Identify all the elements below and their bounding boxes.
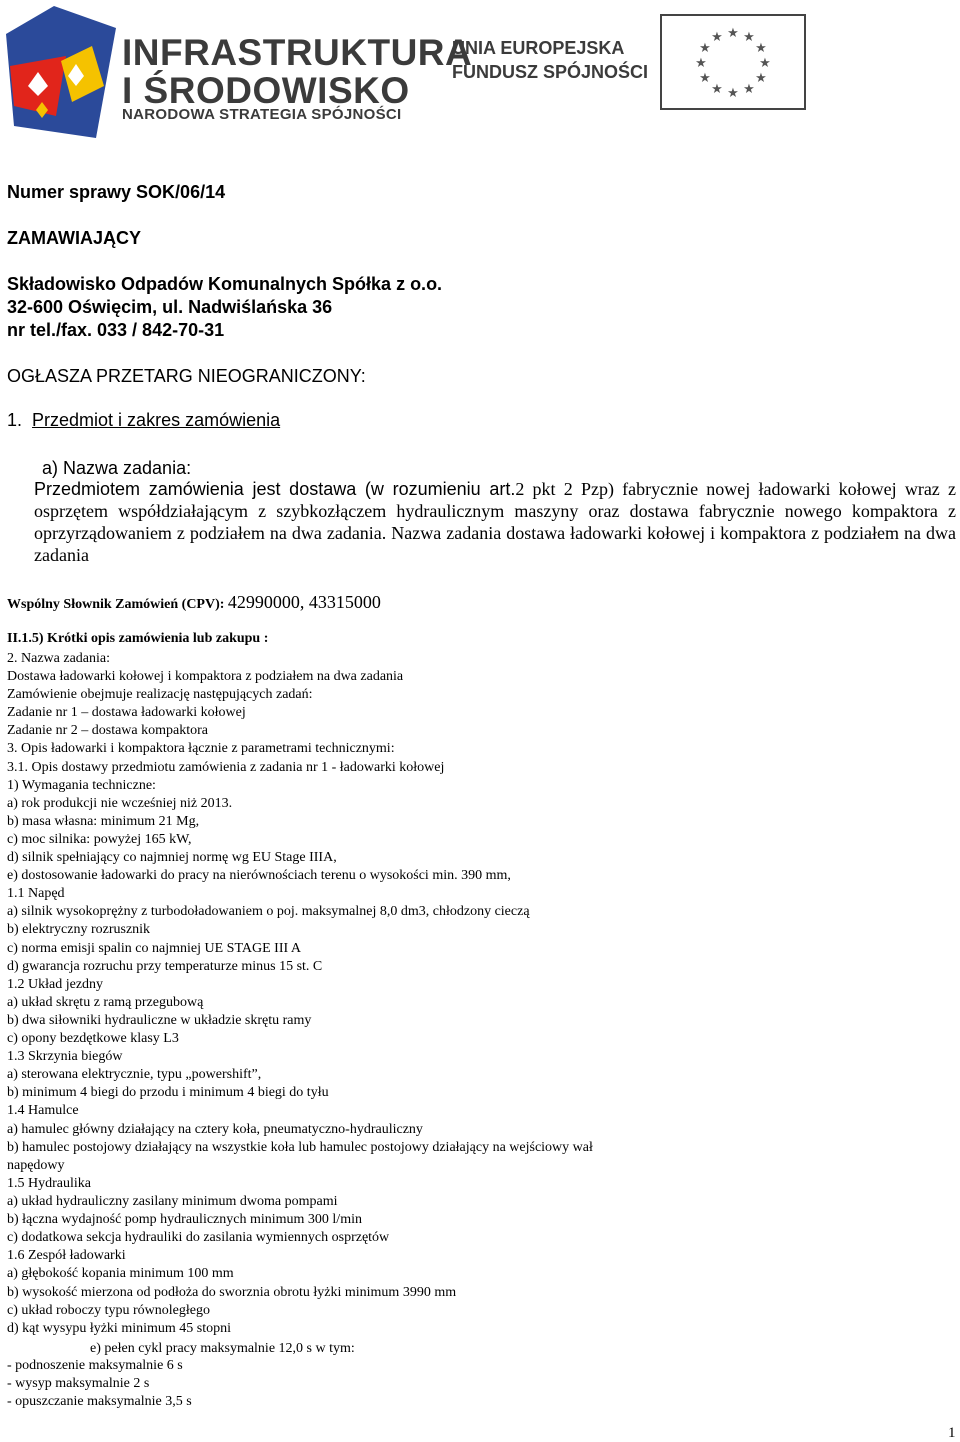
list-item: b) hamulec postojowy działający na wszystkie koła lub hamulec postojowy działający na wejściowy wał bbox=[7, 1140, 593, 1155]
infrastruktura-logo-icon bbox=[6, 6, 116, 138]
list-item: c) norma emisji spalin co najmniej UE STAGE III A bbox=[7, 941, 301, 956]
svg-text:★: ★ bbox=[695, 56, 707, 71]
list-item: Zadanie nr 1 – dostawa ładowarki kołowej bbox=[7, 705, 246, 720]
list-item: a) układ skrętu z ramą przegubową bbox=[7, 995, 204, 1010]
case-number: Numer sprawy SOK/06/14 bbox=[7, 182, 226, 202]
list-item: a) silnik wysokoprężny z turbodoładowaniem o poj. maksymalnej 8,0 dm3, chłodzony cieczą bbox=[7, 904, 530, 919]
list-item: 1.1 Napęd bbox=[7, 886, 65, 901]
list-item: c) opony bezdętkowe klasy L3 bbox=[7, 1031, 179, 1046]
list-item: c) układ roboczy typu równoległego bbox=[7, 1303, 210, 1318]
list-item: 1.2 Układ jezdny bbox=[7, 977, 104, 992]
contracting-phone: nr tel./fax. 033 / 842-70-31 bbox=[7, 320, 225, 340]
svg-text:★: ★ bbox=[759, 56, 771, 71]
eu-flag-icon bbox=[660, 14, 806, 110]
list-item: - opuszczanie maksymalnie 3,5 s bbox=[7, 1394, 192, 1409]
list-item: d) kąt wysypu łyżki minimum 45 stopni bbox=[7, 1321, 231, 1336]
list-item: - podnoszenie maksymalnie 6 s bbox=[7, 1358, 183, 1373]
svg-text:★: ★ bbox=[699, 41, 711, 56]
svg-text:★: ★ bbox=[755, 71, 767, 86]
announcement: OGŁASZA PRZETARG NIEOGRANICZONY: bbox=[7, 366, 366, 386]
cpv-line: Wspólny Słownik Zamówień (CPV): 42990000, 43315000 bbox=[7, 592, 381, 612]
svg-text:★: ★ bbox=[711, 82, 723, 97]
list-item: b) minimum 4 biegi do przodu i minimum 4 biegi do tyłu bbox=[7, 1085, 329, 1100]
list-item: a) rok produkcji nie wcześniej niż 2013. bbox=[7, 796, 233, 811]
section-1-heading: 1. Przedmiot i zakres zamówienia bbox=[7, 410, 281, 430]
list-item: 3.1. Opis dostawy przedmiotu zamówienia z zadania nr 1 - ładowarki kołowej bbox=[7, 760, 445, 775]
list-item: d) silnik spełniający co najmniej normę wg EU Stage IIIA, bbox=[7, 850, 337, 865]
contracting-name: Składowisko Odpadów Komunalnych Spółka z o.o. bbox=[7, 274, 443, 294]
page-number: 1 bbox=[948, 1425, 956, 1441]
list-item: a) układ hydrauliczny zasilany minimum dwoma pompami bbox=[7, 1194, 338, 1209]
svg-text:★: ★ bbox=[727, 26, 739, 41]
list-item: c) moc silnika: powyżej 165 kW, bbox=[7, 832, 192, 847]
eu-text: UNIA EUROPEJSKA FUNDUSZ SPÓJNOŚCI bbox=[452, 38, 649, 82]
svg-text:★: ★ bbox=[727, 86, 739, 101]
list-item: b) dwa siłowniki hydrauliczne w układzie skrętu ramy bbox=[7, 1013, 312, 1028]
list-item: 1.4 Hamulce bbox=[7, 1103, 79, 1118]
list-item: 1.3 Skrzynia biegów bbox=[7, 1049, 123, 1064]
list-item: b) wysokość mierzona od podłoża do sworznia obrotu łyżki minimum 3990 mm bbox=[7, 1285, 457, 1300]
list-item: Zadanie nr 2 – dostawa kompaktora bbox=[7, 723, 208, 738]
list-item: e) dostosowanie ładowarki do pracy na nierównościach terenu o wysokości min. 390 mm, bbox=[7, 868, 511, 883]
list-item: - wysyp maksymalnie 2 s bbox=[7, 1376, 150, 1391]
list-item: e) pełen cykl pracy maksymalnie 12,0 s w tym: bbox=[90, 1341, 355, 1356]
contracting-address: 32-600 Oświęcim, ul. Nadwiślańska 36 bbox=[7, 297, 333, 317]
list-item: Zamówienie obejmuje realizację następujących zadań: bbox=[7, 687, 313, 702]
intro-paragraph: Przedmiotem zamówienia jest dostawa (w rozumieniu art.2 pkt 2 Pzp) fabrycznie nowej ładowarki kołowej wraz z osprzętem współdziałającym z szybkozłączem hydraulicznym maszyny oraz dostawa fabrycznie nowego kompaktora z oprzyrządowaniem z podziałem na dwa zadania. Nazwa zadania dostawa ładowarki kołowej i kompaktora z podziałem na dwa zadania bbox=[34, 479, 956, 565]
list-item: b) łączna wydajność pomp hydraulicznych minimum 300 l/min bbox=[7, 1212, 362, 1227]
svg-text:★: ★ bbox=[755, 41, 767, 56]
svg-text:★: ★ bbox=[743, 82, 755, 97]
list-item: a) hamulec główny działający na cztery koła, pneumatyczno-hydrauliczny bbox=[7, 1122, 423, 1137]
svg-text:★: ★ bbox=[699, 71, 711, 86]
list-item: 2. Nazwa zadania: bbox=[7, 651, 110, 666]
brand-subtitle: NARODOWA STRATEGIA SPÓJNOŚCI bbox=[122, 106, 402, 123]
list-item: 1) Wymagania techniczne: bbox=[7, 778, 156, 793]
list-item: 1.5 Hydraulika bbox=[7, 1176, 91, 1191]
brand-title: INFRASTRUKTURA I ŚRODOWISKO bbox=[122, 32, 473, 111]
page-header bbox=[0, 0, 960, 150]
list-item: a) sterowana elektrycznie, typu „powershift”, bbox=[7, 1067, 262, 1082]
list-item: 3. Opis ładowarki i kompaktora łącznie z parametrami technicznymi: bbox=[7, 741, 395, 756]
list-item: a) głębokość kopania minimum 100 mm bbox=[7, 1266, 234, 1281]
svg-text:★: ★ bbox=[743, 30, 755, 45]
list-item: napędowy bbox=[7, 1158, 65, 1173]
list-item: Dostawa ładowarki kołowej i kompaktora z podziałem na dwa zadania bbox=[7, 669, 404, 684]
contracting-heading: ZAMAWIAJĄCY bbox=[7, 228, 141, 248]
list-item: b) masa własna: minimum 21 Mg, bbox=[7, 814, 200, 829]
list-item: d) gwarancja rozruchu przy temperaturze minus 15 st. C bbox=[7, 959, 323, 974]
list-item: b) elektryczny rozrusznik bbox=[7, 922, 151, 937]
list-item: 1.6 Zespół ładowarki bbox=[7, 1248, 126, 1263]
task-name-label: a) Nazwa zadania: bbox=[42, 458, 192, 478]
list-item: c) dodatkowa sekcja hydrauliki do zasilania wymiennych osprzętów bbox=[7, 1230, 390, 1245]
svg-text:★: ★ bbox=[711, 30, 723, 45]
short-desc-heading: II.1.5) Krótki opis zamówienia lub zakupu : bbox=[7, 631, 269, 646]
